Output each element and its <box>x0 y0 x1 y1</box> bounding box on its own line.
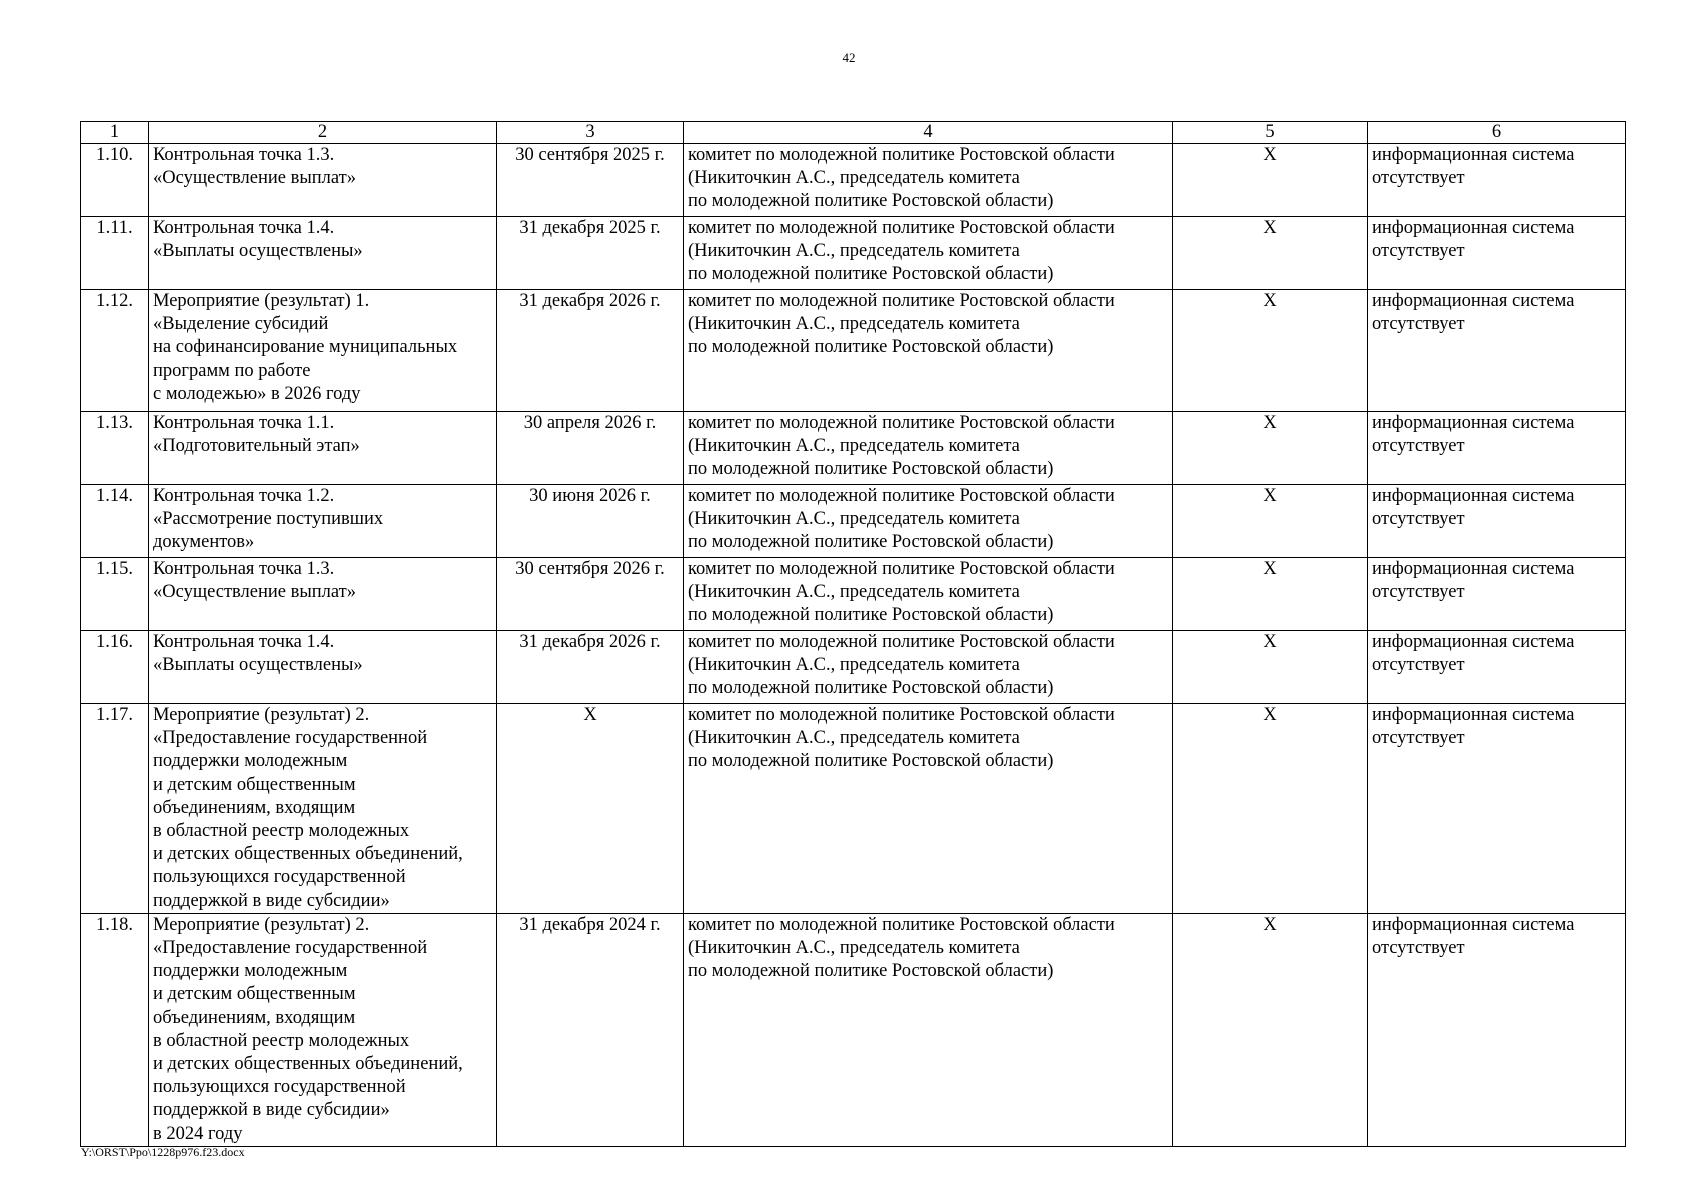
row-number: 1.15. <box>81 558 149 631</box>
event-name: Мероприятие (результат) 1. «Выделение субсидий на софинансирование муниципальных программ по работе с молодежью» в 2026 году <box>149 290 497 412</box>
responsible-party: комитет по молодежной политике Ростовской области (Никиточкин А.С., председатель комитета по молодежной политике Ростовской области) <box>684 290 1173 412</box>
column-header: 2 <box>149 122 497 144</box>
events-table <box>80 121 1626 1147</box>
table-row <box>81 913 1626 1146</box>
table-row <box>81 217 1626 290</box>
column-5-value: X <box>1173 290 1368 412</box>
due-date: 31 декабря 2024 г. <box>497 913 684 1146</box>
responsible-party: комитет по молодежной политике Ростовской области (Никиточкин А.С., председатель комитета по молодежной политике Ростовской области) <box>684 217 1173 290</box>
responsible-party: комитет по молодежной политике Ростовской области (Никиточкин А.С., председатель комитета по молодежной политике Ростовской области) <box>684 913 1173 1146</box>
column-header: 4 <box>684 122 1173 144</box>
information-system: информационная система отсутствует <box>1368 631 1626 704</box>
due-date: X <box>497 704 684 914</box>
responsible-party: комитет по молодежной политике Ростовской области (Никиточкин А.С., председатель комитета по молодежной политике Ростовской области) <box>684 485 1173 558</box>
due-date: 30 июня 2026 г. <box>497 485 684 558</box>
information-system: информационная система отсутствует <box>1368 144 1626 217</box>
row-number: 1.13. <box>81 412 149 485</box>
responsible-party: комитет по молодежной политике Ростовской области (Никиточкин А.С., председатель комитета по молодежной политике Ростовской области) <box>684 558 1173 631</box>
information-system: информационная система отсутствует <box>1368 913 1626 1146</box>
column-header: 6 <box>1368 122 1626 144</box>
row-number: 1.17. <box>81 704 149 914</box>
page-number: 42 <box>842 50 856 65</box>
column-5-value: X <box>1173 704 1368 914</box>
column-5-value: X <box>1173 217 1368 290</box>
event-name: Контрольная точка 1.1. «Подготовительный этап» <box>149 412 497 485</box>
event-name: Контрольная точка 1.3. «Осуществление выплат» <box>149 144 497 217</box>
row-number: 1.12. <box>81 290 149 412</box>
row-number: 1.18. <box>81 913 149 1146</box>
table-row <box>81 485 1626 558</box>
event-name: Контрольная точка 1.2. «Рассмотрение поступивших документов» <box>149 485 497 558</box>
information-system: информационная система отсутствует <box>1368 290 1626 412</box>
table-row <box>81 704 1626 914</box>
column-5-value: X <box>1173 485 1368 558</box>
event-name: Мероприятие (результат) 2. «Предоставление государственной поддержки молодежным и детским общественным объединениям, входящим в областной реестр молодежных и детских общественных объединений, пользующихся государственной поддержкой в виде субсидии» в 2024 году <box>149 913 497 1146</box>
information-system: информационная система отсутствует <box>1368 485 1626 558</box>
table-row <box>81 412 1626 485</box>
column-header: 3 <box>497 122 684 144</box>
responsible-party: комитет по молодежной политике Ростовской области (Никиточкин А.С., председатель комитета по молодежной политике Ростовской области) <box>684 412 1173 485</box>
information-system: информационная система отсутствует <box>1368 558 1626 631</box>
table-row <box>81 631 1626 704</box>
table-header-row <box>81 122 1626 144</box>
table-row <box>81 558 1626 631</box>
responsible-party: комитет по молодежной политике Ростовской области (Никиточкин А.С., председатель комитета по молодежной политике Ростовской области) <box>684 631 1173 704</box>
due-date: 31 декабря 2026 г. <box>497 290 684 412</box>
table-row <box>81 144 1626 217</box>
event-name: Контрольная точка 1.4. «Выплаты осуществлены» <box>149 631 497 704</box>
column-header: 1 <box>81 122 149 144</box>
responsible-party: комитет по молодежной политике Ростовской области (Никиточкин А.С., председатель комитета по молодежной политике Ростовской области) <box>684 144 1173 217</box>
event-name: Контрольная точка 1.3. «Осуществление выплат» <box>149 558 497 631</box>
row-number: 1.11. <box>81 217 149 290</box>
information-system: информационная система отсутствует <box>1368 217 1626 290</box>
row-number: 1.14. <box>81 485 149 558</box>
responsible-party: комитет по молодежной политике Ростовской области (Никиточкин А.С., председатель комитета по молодежной политике Ростовской области) <box>684 704 1173 914</box>
column-header: 5 <box>1173 122 1368 144</box>
column-5-value: X <box>1173 558 1368 631</box>
due-date: 31 декабря 2025 г. <box>497 217 684 290</box>
due-date: 31 декабря 2026 г. <box>497 631 684 704</box>
due-date: 30 сентября 2025 г. <box>497 144 684 217</box>
row-number: 1.16. <box>81 631 149 704</box>
information-system: информационная система отсутствует <box>1368 412 1626 485</box>
column-5-value: X <box>1173 412 1368 485</box>
event-name: Мероприятие (результат) 2. «Предоставление государственной поддержки молодежным и детским общественным объединениям, входящим в областной реестр молодежных и детских общественных объединений, пользующихся государственной поддержкой в виде субсидии» <box>149 704 497 914</box>
due-date: 30 сентября 2026 г. <box>497 558 684 631</box>
column-5-value: X <box>1173 144 1368 217</box>
row-number: 1.10. <box>81 144 149 217</box>
event-name: Контрольная точка 1.4. «Выплаты осуществлены» <box>149 217 497 290</box>
due-date: 30 апреля 2026 г. <box>497 412 684 485</box>
information-system: информационная система отсутствует <box>1368 704 1626 914</box>
file-path-footer: Y:\ORST\Ppo\1228p976.f23.docx <box>81 1145 245 1159</box>
column-5-value: X <box>1173 631 1368 704</box>
column-5-value: X <box>1173 913 1368 1146</box>
table-row <box>81 290 1626 412</box>
